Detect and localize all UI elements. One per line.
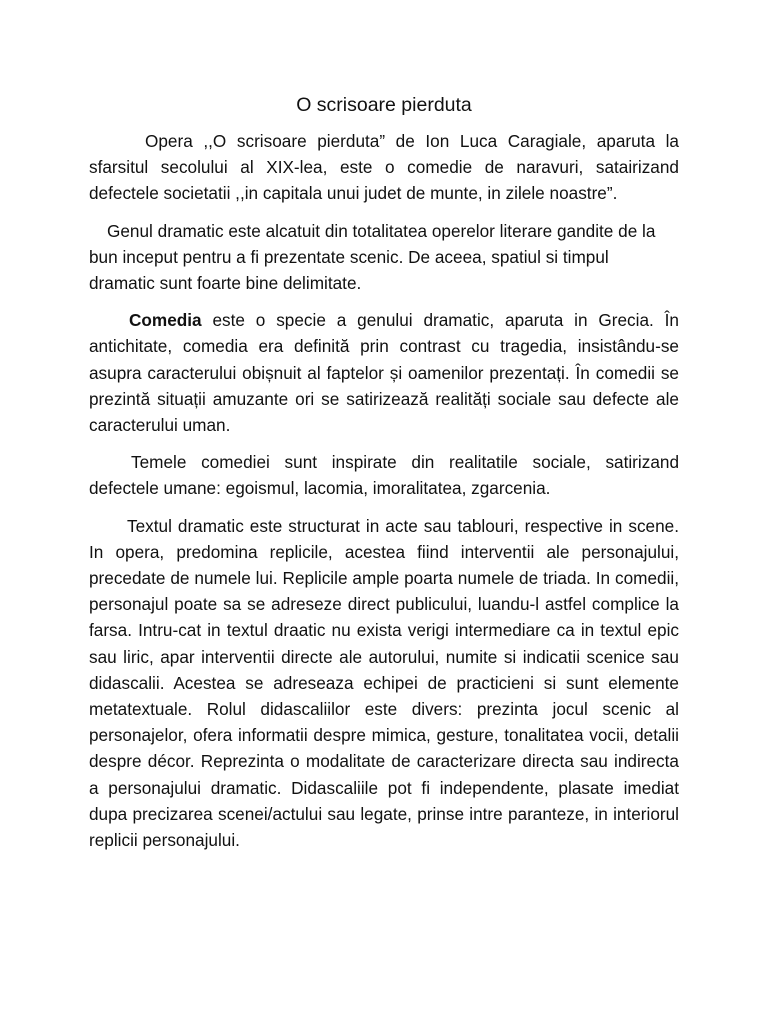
paragraph-genre: Genul dramatic este alcatuit din totalitatea operelor literare gandite de la bun inceput pentru a fi prezentate scenic. De aceea, spatiul si timpul dramatic sunt foarte bine delimitate. (89, 220, 656, 294)
paragraph-intro: Opera ,,O scrisoare pierduta” de Ion Luca Caragiale, aparuta la sfarsitul secolului al XIX-lea, este o comedie de naravuri, satairizand defectele societatii ,,in capitala unui judet de munte, in zilele noastre”. (89, 131, 679, 204)
paragraph-comedy (89, 307, 679, 438)
comedy-term: Comedia (129, 310, 202, 331)
document-title: O scrisoare pierduta (296, 94, 472, 116)
paragraph-themes: Temele comediei sunt inspirate din realitatile sociale, satirizand defectele umane: egoismul, lacomia, imoralitatea, zgarcenia. (89, 452, 679, 499)
paragraph-structure: Textul dramatic este structurat in acte sau tablouri, respective in scene. In opera, predomina replicile, acestea fiind interventii ale personajului, precedate de numele lui. Replicile ample poarta numele de triada. In comedii, personajul poate sa se adreseze direct publicului, luandu-l astfel complice la farsa. Intru-cat in textul draatic nu exista verigi intermediare ca in textul epic sau liric, apar interventii directe ale autorului, numite si indicatii scenice sau didascalii. Acestea se adreseaza echipei de practicieni si sunt elemente metatextuale. Rolul didascaliilor este divers: prezinta jocul scenic al personajelor, ofera informatii despre mimica, gesture, tonalitatea vocii, detalii despre décor. Reprezinta o modalitate de caracterizare directa sau indirecta a personajului dramatic. Didascaliile pot fi independente, plasate imediat dupa precizarea scenei/actului sau legate, prinse intre paranteze, in interiorul replicii personajului. (89, 515, 679, 851)
comedy-definition: este o specie a genului dramatic, aparuta in Grecia. În antichitate, comedia era definită prin contrast cu tragedia, insistându-se asupra caracterului obișnuit al faptelor și oamenilor prezentați. În comedii se prezintă situații amuzante ori se satirizează realități sociale sau defecte ale caracterului uman. (89, 310, 679, 436)
